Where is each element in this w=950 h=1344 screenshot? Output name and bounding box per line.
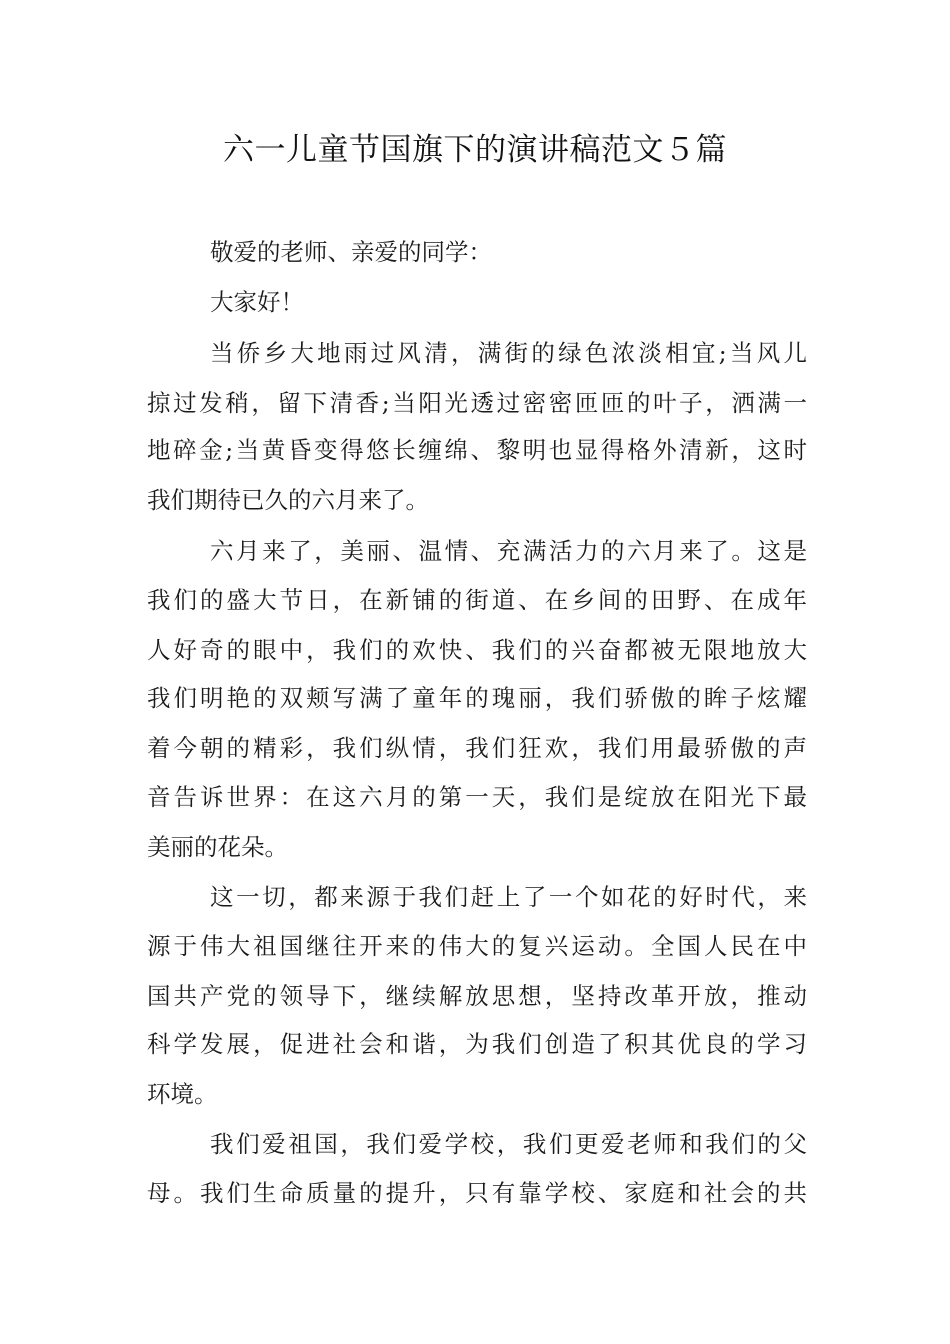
paragraph-2-line-5: 着今朝的精彩，我们纵情，我们狂欢，我们用最骄傲的声 xyxy=(147,734,807,762)
paragraph-3-line-4: 科学发展，促进社会和谐，为我们创造了积其优良的学习 xyxy=(147,1030,807,1058)
paragraph-2-line-3: 人好奇的眼中，我们的欢快、我们的兴奋都被无限地放大 xyxy=(147,636,807,664)
paragraph-3-line-5: 环境。 xyxy=(147,1080,218,1108)
paragraph-2-line-7: 美丽的花朵。 xyxy=(147,833,288,861)
paragraph-2-line-6: 音告诉世界：在这六月的第一天，我们是绽放在阳光下最 xyxy=(147,783,807,811)
paragraph-3-line-1: 这一切，都来源于我们赶上了一个如花的好时代，来 xyxy=(210,883,807,911)
paragraph-4-line-2: 母。我们生命质量的提升，只有靠学校、家庭和社会的共 xyxy=(147,1179,807,1207)
paragraph-2-line-1: 六月来了，美丽、温情、充满活力的六月来了。这是 xyxy=(210,537,807,565)
greeting-line: 大家好！ xyxy=(210,288,304,316)
paragraph-3-line-3: 国共产党的领导下，继续解放思想，坚持改革开放，推动 xyxy=(147,982,807,1010)
paragraph-1-line-2: 掠过发稍，留下清香;当阳光透过密密匝匝的叶子，洒满一 xyxy=(147,389,807,417)
paragraph-1-line-3: 地碎金;当黄昏变得悠长缠绵、黎明也显得格外清新，这时 xyxy=(147,436,807,464)
salutation-line: 敬爱的老师、亲爱的同学： xyxy=(210,238,492,266)
paragraph-3-line-2: 源于伟大祖国继往开来的伟大的复兴运动。全国人民在中 xyxy=(147,932,807,960)
paragraph-1-line-4: 我们期待已久的六月来了。 xyxy=(147,486,429,514)
paragraph-1-line-1: 当侨乡大地雨过风清，满街的绿色浓淡相宜;当风儿 xyxy=(210,339,807,367)
paragraph-2-line-4: 我们明艳的双颊写满了童年的瑰丽，我们骄傲的眸子炫耀 xyxy=(147,684,807,712)
paragraph-4-line-1: 我们爱祖国，我们爱学校，我们更爱老师和我们的父 xyxy=(210,1130,807,1158)
document-title: 六一儿童节国旗下的演讲稿范文５篇 xyxy=(223,132,727,168)
paragraph-2-line-2: 我们的盛大节日，在新铺的街道、在乡间的田野、在成年 xyxy=(147,586,807,614)
